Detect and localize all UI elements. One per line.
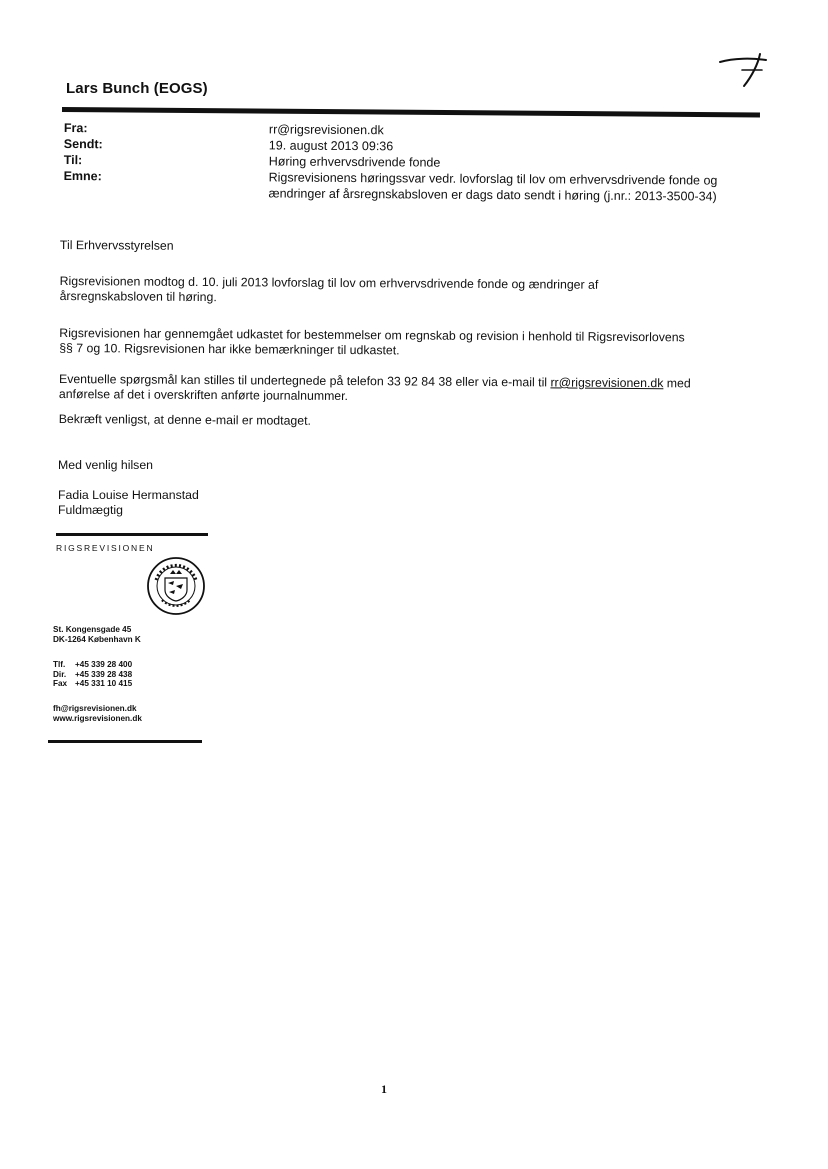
signatory-name: Fadia Louise Hermanstad	[58, 488, 199, 502]
signatory-title: Fuldmægtig	[58, 503, 123, 517]
paragraph-contact-text: Eventuelle spørgsmål kan stilles til undertegnede på telefon 33 92 84 38 eller via e-mail til	[58, 371, 551, 390]
contact-email: fh@rigsrevisionen.dk	[53, 704, 137, 713]
paragraph-contact-suffix: med	[663, 376, 691, 391]
paragraph-receipt-line-2: årsregnskabsloven til høring.	[59, 288, 217, 305]
subject-line-1: Rigsrevisionens høringssvar vedr. lovforslag til lov om erhvervsdrivende fonde og	[268, 170, 718, 188]
paragraph-receipt-line-1: Rigsrevisionen modtog d. 10. juli 2013 lovforslag til lov om erhvervsdrivende fonde og ændringer af	[59, 273, 599, 292]
phone-tlf-row	[53, 660, 132, 670]
street-address: St. Kongensgade 45	[53, 625, 132, 634]
phone-fax-row	[53, 679, 132, 689]
fax-label: Fax	[53, 679, 68, 688]
folketinget-seal-icon	[146, 556, 206, 616]
footer-rule	[48, 740, 202, 743]
tlf-number: +45 339 28 400	[75, 660, 133, 669]
organization-name: RIGSREVISIONEN	[56, 543, 155, 553]
to-value: Høring erhvervsdrivende fonde	[268, 154, 441, 170]
website: www.rigsrevisionen.dk	[53, 713, 142, 723]
paragraph-contact-line-2: anførelse af det i overskriften anførte journalnummer.	[58, 386, 349, 404]
paragraph-receipt	[60, 274, 660, 308]
dir-number: +45 339 28 438	[75, 669, 133, 679]
paragraph-review	[59, 326, 739, 361]
city-address: DK-1264 København K	[53, 634, 141, 644]
email-body	[58, 238, 750, 428]
from-value: rr@rigsrevisionen.dk	[268, 122, 384, 138]
greeting: Til Erhvervsstyrelsen	[59, 238, 174, 253]
closing-regards: Med venlig hilsen	[58, 458, 154, 472]
to-label: Til:	[63, 152, 83, 168]
page-number: 1	[381, 1082, 387, 1096]
paragraph-review-line-2: §§ 7 og 10. Rigsrevisionen har ikke bemærkninger til udkastet.	[59, 340, 400, 358]
web-contacts	[53, 704, 142, 723]
signature	[58, 488, 199, 518]
dir-label: Dir.	[53, 669, 67, 679]
phone-dir-row	[53, 670, 132, 680]
paragraph-confirm: Bekræft venligst, at denne e-mail er modtaget.	[58, 411, 311, 428]
email-metadata	[63, 120, 754, 205]
paragraph-review-line-1: Rigsrevisionen har gennemgået udkastet for bestemmelser om regnskab og revision i henhold til Rigsrevisorlovens	[59, 325, 685, 345]
subject-line-2: ændringer af årsregnskabsloven er dags dato sendt i høring (j.nr.: 2013-3500-34)	[268, 186, 717, 204]
sent-value: 19. august 2013 09:36	[268, 138, 394, 154]
fax-number: +45 331 10 415	[75, 679, 133, 688]
from-label: Fra:	[63, 120, 88, 136]
tlf-label: Tlf.	[53, 660, 66, 669]
postal-address	[53, 625, 141, 644]
sent-label: Sendt:	[63, 136, 103, 152]
subject-label: Emne:	[63, 168, 102, 184]
meta-subject-row	[63, 168, 753, 205]
sender-name: Lars Bunch (EOGS)	[66, 80, 208, 97]
signature-rule	[56, 533, 208, 536]
phone-numbers	[53, 660, 132, 689]
header-rule	[62, 107, 760, 117]
handwritten-page-mark	[712, 46, 772, 90]
email-link[interactable]: rr@rigsrevisionen.dk	[550, 375, 664, 391]
paragraph-contact	[59, 372, 749, 407]
